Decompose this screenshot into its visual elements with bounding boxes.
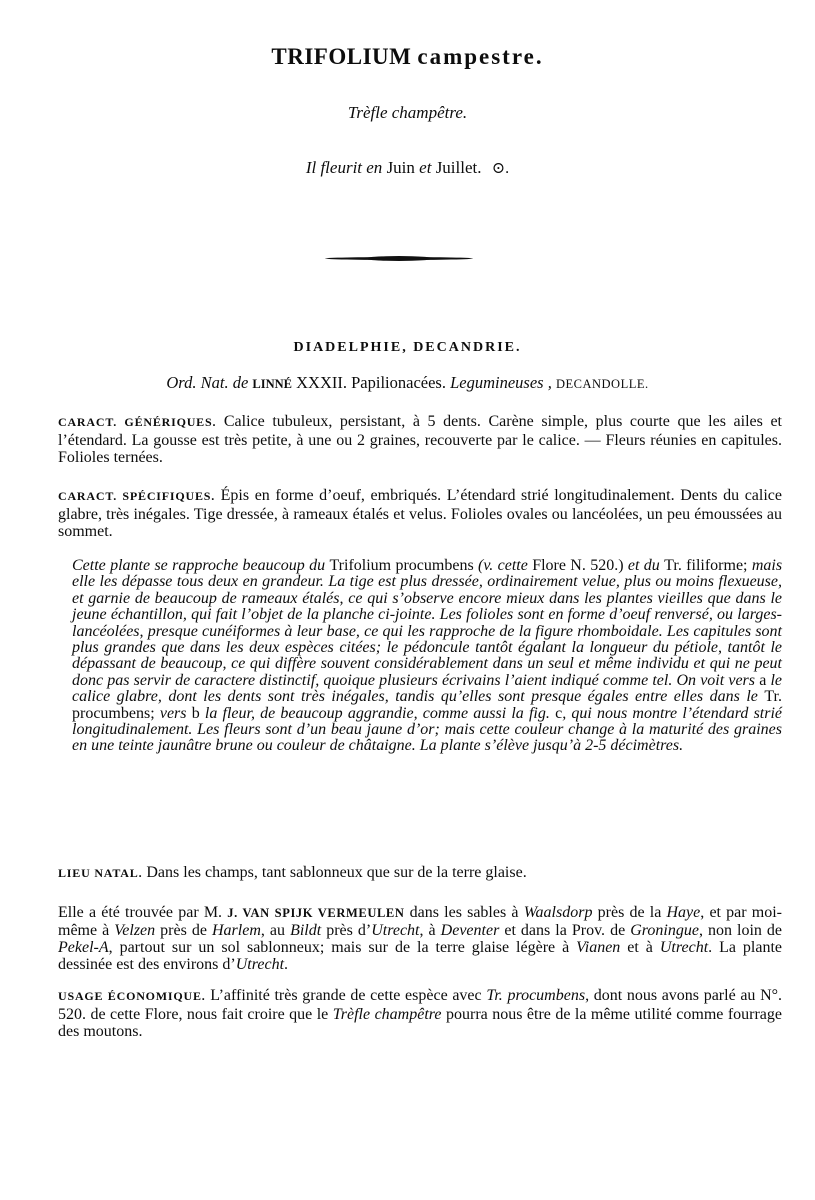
title-genus: TRIFOLIUM [271, 44, 412, 69]
bloom-and: et [419, 158, 432, 177]
ornamental-divider [325, 257, 473, 260]
collector-name: J. VAN SPIJK VERMEULEN [227, 906, 405, 920]
notes-part: Tr. procumbens; [72, 688, 782, 722]
notes-part: Flore N. 520.) [532, 557, 624, 574]
found-part: et dans la Prov. de [504, 922, 626, 939]
figure-ref-c: c [555, 704, 563, 722]
linnaean-class: DIADELPHIE, DECANDRIE. [293, 340, 522, 355]
economic-usage [58, 987, 782, 1041]
specific-lead: CARACT. SPÉCIFIQUES. [58, 489, 216, 503]
common-name: Trèfle champêtre. [347, 103, 468, 122]
locality: Waalsdorp [523, 904, 593, 921]
usage-part: Tr. procumbens [486, 987, 586, 1004]
found-part: dans les sables à [409, 904, 519, 921]
locality: Utrecht [235, 956, 285, 973]
habitat-lead: LIEU NATAL. [58, 866, 143, 880]
locality: Utrecht [659, 939, 709, 956]
locality: Velzen [114, 922, 156, 939]
habitat-text: Dans les champs, tant sablonneux que sur de la terre glaise. [146, 864, 527, 881]
figure-ref-a: a [759, 671, 767, 689]
order-number: XXXII. Papilionacées. [296, 373, 446, 392]
locality: Pekel-A [58, 939, 109, 956]
native-habitat [58, 864, 782, 883]
figure-ref-b: b [191, 704, 200, 722]
notes-part: Trifolium procumbens [329, 557, 474, 574]
locality: Groningue [630, 922, 699, 939]
found-part: Elle a été trouvée par M. [58, 904, 223, 921]
bloom-month-2: Juillet. [435, 158, 482, 177]
flowering-period [0, 158, 815, 178]
locality: Utrecht [371, 922, 420, 939]
order-prefix: Ord. Nat. de [166, 373, 249, 392]
usage-part: Trèfle champêtre [332, 1005, 442, 1023]
bloom-prefix: Il fleurit en [305, 158, 383, 177]
notes-part: , qui nous montre l’étendard strié longitudinalement. Les fleurs sont d’un beau jaune d’or; mais cette couleur change à la maturité des graines en une teinte jaunâtre brune ou couleur de châtaigne. La plante s’élève jusqu’à 2-5 décimètres. [72, 704, 783, 755]
locality: Deventer [440, 922, 500, 939]
found-part: . [284, 956, 289, 973]
notes-part: la fleur, de beaucoup aggrandie, comme aussi la fig. [204, 704, 550, 722]
found-part: et à [627, 939, 653, 956]
notes-part: mais elle les dépasse tous deux en grandeur. La tige est plus dressée, ordinairement velue, plus ou moins flexueuse, et garnie de beaucoup de rameaux étalés, ce qui s’observe encore mieux dans les plantes vieilles que dans le jeune échantillon, qui fait l’objet de la planche ci-jointe. Les folioles sont en forme d’oeuf renversé, ou larges-lancéolées, presque cunéiformes à leur base, ce qui les rapproche de la figure rhomboidale. Les capitules sont plus grandes que dans les deux espèces citées; le pédoncule tantôt égalant la longueur du pétiole, tantôt le dépassant de beaucoup, ce qui diffère souvent considérablement dans un seul et même individu et qui ne peut donc pas servir de caractere distinctif, quoique plusieurs écrivains l’aient indiqué comme tel. On voit vers [72, 557, 783, 689]
title-species: campestre. [417, 44, 544, 69]
locality: Vianen [576, 939, 621, 956]
locality: Bildt [290, 922, 322, 939]
found-part: , au [260, 922, 286, 939]
notes-part: Tr. filiforme; [664, 557, 748, 574]
notes-part: et du [627, 557, 660, 574]
notes-part: le calice glabre, dont les dents sont très inégales, tandis qu’elles sont presque égales entre elles dans le [72, 671, 783, 706]
notes-part: (v. cette [478, 557, 528, 574]
found-part: près de la [597, 904, 662, 921]
found-part: près de [160, 922, 207, 939]
natural-order [0, 373, 815, 393]
usage-part: , dont nous avons parlé au N°. 520. de cette Flore, nous fait croire que le [58, 987, 783, 1023]
bloom-month-1: Juin [386, 158, 415, 177]
order-legumineuses: Legumineuses , [450, 373, 552, 392]
page-title [0, 44, 815, 70]
order-decandolle: DECANDOLLE. [555, 377, 649, 391]
collection-localities [58, 904, 782, 973]
order-linne: LINNÉ [252, 377, 292, 391]
found-part: , non loin de [698, 922, 783, 939]
annual-symbol: ⊙. [491, 160, 510, 177]
usage-part: pourra nous être de la même utilité comme fourrage des moutons. [58, 1005, 783, 1040]
usage-part: L’affinité très grande de cette espèce avec [210, 987, 482, 1004]
specific-text: Épis en forme d’oeuf, embriqués. L’étendard strié longitudinalement. Dents du calice glabre, très inégales. Tige dressée, à rameaux étalés et velus. Folioles ovales ou lancéolées, un peu émoussées au sommet. [58, 487, 783, 540]
found-part: , partout sur un sol sablonneux; mais sur de la terre glaise légère à [108, 939, 570, 956]
found-part: , à [419, 922, 436, 939]
found-part: . La plante dessinée est des environs d’ [58, 939, 783, 973]
generic-text: Calice tubuleux, persistant, à 5 dents. Carène simple, plus courte que les ailes et l’étendard. La gousse est très petite, à une ou 2 graines, recouverte par le calice. — Fleurs réunies en capitules. Folioles ternées. [58, 413, 782, 466]
locality: Haye [666, 904, 701, 921]
locality: Harlem [212, 922, 261, 939]
description-notes [72, 558, 782, 755]
found-part: , et par moi-même à [58, 904, 783, 939]
generic-lead: CARACT. GÉNÉRIQUES. [58, 415, 217, 429]
notes-part: Cette plante se rapproche beaucoup du [72, 557, 326, 574]
found-part: près d’ [326, 922, 372, 939]
notes-part: vers [159, 704, 187, 722]
usage-lead: USAGE ÉCONOMIQUE. [58, 989, 206, 1003]
generic-characters [58, 413, 782, 467]
specific-characters [58, 487, 782, 541]
